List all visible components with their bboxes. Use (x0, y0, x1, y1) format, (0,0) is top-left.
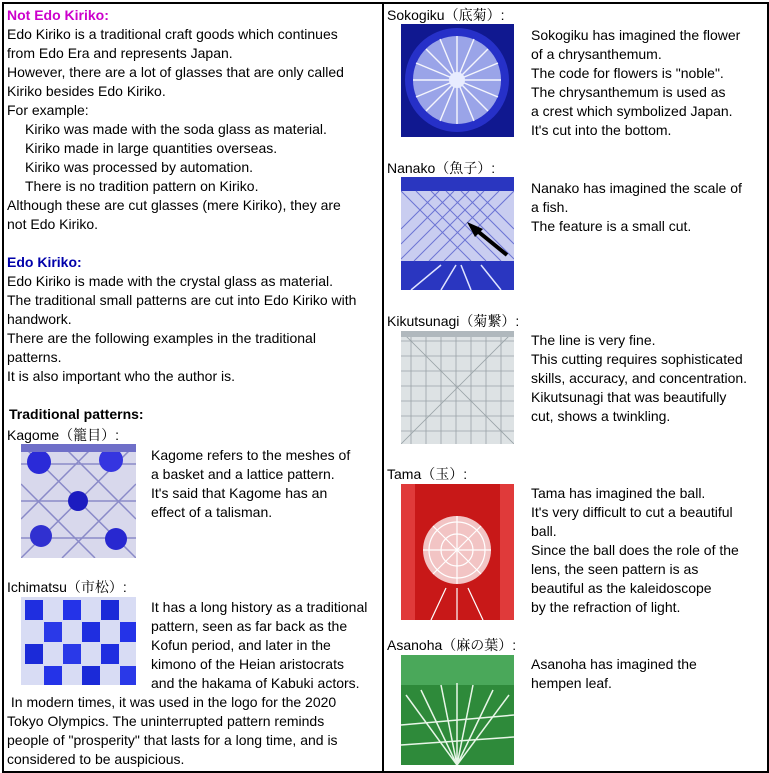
edo-line: patterns. (7, 349, 62, 365)
kagome-line: Kagome refers to the meshes of (151, 447, 351, 463)
ichimatsu-image (21, 597, 136, 685)
kikutsunagi-line: cut, shows a twinkling. (531, 408, 671, 424)
tama-line: Since the ball does the role of the (531, 542, 739, 558)
not-edo-line: not Edo Kiriko. (7, 216, 99, 232)
asanoha-label: Asanoha（麻の葉）: (387, 637, 517, 653)
kagome-description (151, 446, 350, 522)
ichimatsu-line: In modern times, it was used in the logo for the 2020 (7, 694, 337, 710)
not-edo-line: However, there are a lot of glasses that are only called (7, 64, 344, 80)
kikutsunagi-line: Kikutsunagi that was beautifully (531, 389, 727, 405)
tama-line: Tama has imagined the ball. (531, 485, 706, 501)
not-edo-line: Edo Kiriko is a traditional craft goods which continues (7, 26, 338, 42)
ichimatsu-label: Ichimatsu（市松）: (7, 579, 127, 595)
ichimatsu-line: It has a long history as a traditional (151, 599, 368, 615)
sokogiku-line: Sokogiku has imagined the flower (531, 27, 741, 43)
ichimatsu-line: considered to be auspicious. (7, 751, 185, 767)
ichimatsu-line: pattern, seen as far back as the (151, 618, 348, 634)
nanako-line: Nanako has imagined the scale of (531, 180, 742, 196)
not-edo-line: Kiriko made in large quantities overseas. (25, 140, 278, 156)
traditional-patterns-heading: Traditional patterns: (9, 406, 144, 422)
edo-heading: Edo Kiriko: (7, 254, 82, 270)
kagome-line: effect of a talisman. (151, 504, 273, 520)
sokogiku-line: a crest which symbolized Japan. (531, 103, 733, 119)
asanoha-description (531, 655, 697, 693)
not-edo-line: Kiriko besides Edo Kiriko. (7, 83, 166, 99)
not-edo-line: For example: (7, 102, 89, 118)
ichimatsu-line: people of "prosperity" that lasts for a long time, and is (7, 732, 338, 748)
kikutsunagi-line: This cutting requires sophisticated (531, 351, 743, 367)
asanoha-line: Asanoha has imagined the (531, 656, 697, 672)
kagome-image (21, 444, 136, 558)
tama-line: by the refraction of light. (531, 599, 681, 615)
sokogiku-image (401, 24, 514, 137)
column-divider (382, 2, 384, 771)
tama-description (531, 484, 739, 617)
sokogiku-label: Sokogiku（底菊）: (387, 7, 505, 23)
tama-line: It's very difficult to cut a beautiful (531, 504, 733, 520)
tama-line: lens, the seen pattern is as (531, 561, 699, 577)
asanoha-line: hempen leaf. (531, 675, 612, 691)
nanako-image (401, 177, 514, 290)
tama-image (401, 484, 514, 620)
not-edo-line: from Edo Era and represents Japan. (7, 45, 233, 61)
sokogiku-description (531, 26, 740, 140)
not-edo-line: Kiriko was processed by automation. (25, 159, 253, 175)
ichimatsu-line: Tokyo Olympics. The uninterrupted pattern reminds (7, 713, 325, 729)
asanoha-image (401, 655, 514, 765)
sokogiku-line: of a chrysanthemum. (531, 46, 662, 62)
sokogiku-line: The chrysanthemum is used as (531, 84, 726, 100)
tama-line: beautiful as the kaleidoscope (531, 580, 712, 596)
edo-line: It is also important who the author is. (7, 368, 235, 384)
edo-line: The traditional small patterns are cut into Edo Kiriko with (7, 292, 357, 308)
not-edo-line: Although these are cut glasses (mere Kiriko), they are (7, 197, 341, 213)
sokogiku-line: The code for flowers is "noble". (531, 65, 724, 81)
ichimatsu-line: and the hakama of Kabuki actors. (151, 675, 360, 691)
kagome-line: a basket and a lattice pattern. (151, 466, 335, 482)
sokogiku-line: It's cut into the bottom. (531, 122, 672, 138)
nanako-line: a fish. (531, 199, 569, 215)
not-edo-line: Kiriko was made with the soda glass as material. (25, 121, 327, 137)
kikutsunagi-label: Kikutsunagi（菊繋）: (387, 313, 520, 329)
nanako-label: Nanako（魚子）: (387, 160, 496, 176)
ichimatsu-line: Kofun period, and later in the (151, 637, 331, 653)
kikutsunagi-line: The line is very fine. (531, 332, 656, 348)
kagome-line: It's said that Kagome has an (151, 485, 328, 501)
kikutsunagi-line: skills, accuracy, and concentration. (531, 370, 748, 386)
ichimatsu-description-cont (7, 693, 338, 769)
ichimatsu-description (151, 598, 367, 693)
edo-line: There are the following examples in the traditional (7, 330, 316, 346)
kikutsunagi-description (531, 331, 747, 426)
kagome-label: Kagome（籠目）: (7, 427, 120, 443)
tama-label: Tama（玉）: (387, 466, 468, 482)
tama-line: ball. (531, 523, 557, 539)
ichimatsu-line: kimono of the Heian aristocrats (151, 656, 344, 672)
nanako-line: The feature is a small cut. (531, 218, 692, 234)
kikutsunagi-image (401, 331, 514, 444)
not-edo-line: There is no tradition pattern on Kiriko. (25, 178, 259, 194)
nanako-description (531, 179, 742, 236)
not-edo-heading: Not Edo Kiriko: (7, 7, 109, 23)
edo-line: Edo Kiriko is made with the crystal glass as material. (7, 273, 334, 289)
edo-line: handwork. (7, 311, 72, 327)
